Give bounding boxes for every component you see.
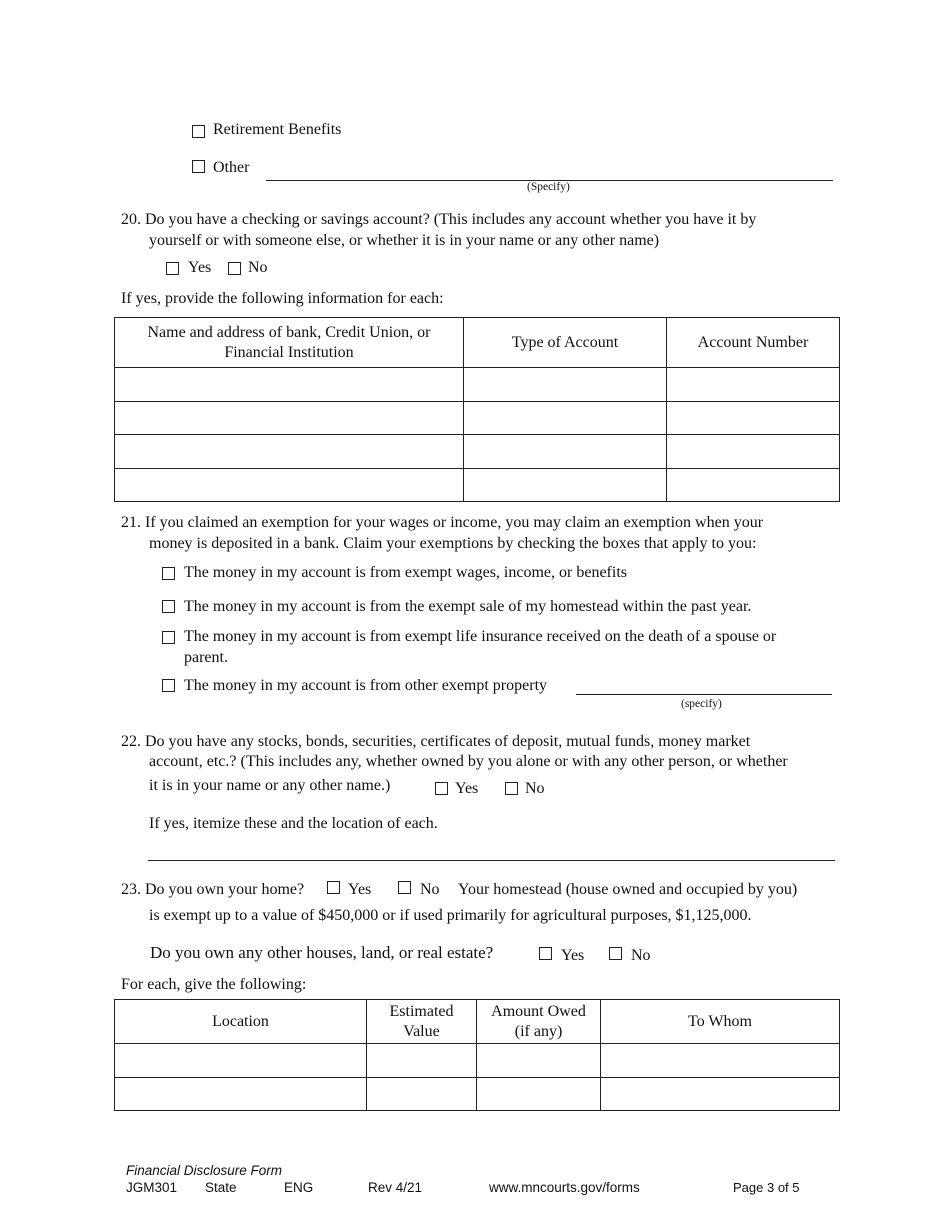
homestead-text: Your homestead (house owned and occupied by you) xyxy=(458,881,798,898)
exempt-homestead-label: The money in my account is from the exempt sale of my homestead within the past year. xyxy=(184,598,752,615)
q22-question-line3: it is in your name or any other name.) xyxy=(149,777,391,794)
q20-no-label: No xyxy=(248,259,268,276)
account-type-header: Type of Account xyxy=(464,318,667,368)
footer-page-number: Page 3 of 5 xyxy=(733,1180,800,1195)
location-header: Location xyxy=(115,1000,367,1044)
account-number-header: Account Number xyxy=(667,318,840,368)
q22-instruction: If yes, itemize these and the location of each. xyxy=(149,815,438,832)
q23-question: 23. Do you own your home? xyxy=(121,881,305,898)
table-row xyxy=(115,435,840,469)
q23-yes-label: Yes xyxy=(348,881,372,898)
exempt-life-insurance-label: The money in my account is from exempt life insurance received on the death of a spouse or xyxy=(184,628,777,645)
retirement-benefits-label: Retirement Benefits xyxy=(213,121,342,138)
other-real-estate-yes-label: Yes xyxy=(561,947,585,964)
table-row xyxy=(115,469,840,502)
exempt-other-property-checkbox[interactable] xyxy=(162,679,175,692)
amount-owed-header: Amount Owed (if any) xyxy=(477,1000,601,1044)
other-checkbox[interactable] xyxy=(192,160,205,173)
exempt-wages-label: The money in my account is from exempt wages, income, or benefits xyxy=(184,564,627,581)
exempt-life-insurance-continuation: parent. xyxy=(184,649,228,666)
q22-no-checkbox[interactable] xyxy=(505,782,518,795)
other-property-specify-line[interactable] xyxy=(576,694,832,695)
q21-question-line2: money is deposited in a bank. Claim your exemptions by checking the boxes that apply to you: xyxy=(149,535,757,552)
specify-caption: (specify) xyxy=(681,698,722,710)
q20-question-line1: 20. Do you have a checking or savings account? (This includes any account whether you have it by xyxy=(121,211,757,228)
exempt-other-property-label: The money in my account is from other exempt property xyxy=(184,677,548,694)
q20-yes-checkbox[interactable] xyxy=(166,262,179,275)
estimated-value-header: Estimated Value xyxy=(367,1000,477,1044)
q22-question-line1: 22. Do you have any stocks, bonds, securities, certificates of deposit, mutual funds, money market xyxy=(121,733,751,750)
footer-website: www.mncourts.gov/forms xyxy=(489,1180,640,1195)
bank-accounts-table xyxy=(114,317,840,502)
bank-name-header: Name and address of bank, Credit Union, or Financial Institution xyxy=(115,318,464,368)
q20-yes-label: Yes xyxy=(188,259,212,276)
to-whom-header: To Whom xyxy=(601,1000,840,1044)
q23-yes-checkbox[interactable] xyxy=(327,881,340,894)
table-row xyxy=(115,368,840,402)
q20-question-line2: yourself or with someone else, or whether it is in your name or any other name) xyxy=(149,232,660,249)
real-estate-table xyxy=(114,999,840,1111)
q22-itemize-line[interactable] xyxy=(148,860,835,861)
q20-no-checkbox[interactable] xyxy=(228,262,241,275)
other-real-estate-no-label: No xyxy=(631,947,651,964)
exempt-wages-checkbox[interactable] xyxy=(162,567,175,580)
footer-revision: Rev 4/21 xyxy=(368,1180,423,1195)
footer-form-name: Financial Disclosure Form xyxy=(126,1163,283,1178)
q23-line2: is exempt up to a value of $450,000 or if used primarily for agricultural purposes, $1,125,000. xyxy=(149,907,752,924)
table-row xyxy=(115,1078,840,1111)
footer-jurisdiction: State xyxy=(205,1180,237,1195)
q23-no-checkbox[interactable] xyxy=(398,881,411,894)
table-row xyxy=(115,1044,840,1078)
q21-question-line1: 21. If you claimed an exemption for your wages or income, you may claim an exemption when your xyxy=(121,514,764,531)
table-row xyxy=(115,402,840,435)
q23-instruction: For each, give the following: xyxy=(121,976,307,993)
exempt-homestead-checkbox[interactable] xyxy=(162,600,175,613)
q22-yes-label: Yes xyxy=(455,780,479,797)
other-real-estate-question: Do you own any other houses, land, or real estate? xyxy=(150,943,494,962)
q22-question-line2: account, etc.? (This includes any, whether owned by you alone or with any other person, or whether xyxy=(149,753,788,770)
other-real-estate-yes-checkbox[interactable] xyxy=(539,947,552,960)
q23-no-label: No xyxy=(420,881,440,898)
specify-caption: (Specify) xyxy=(527,181,570,193)
exempt-life-insurance-checkbox[interactable] xyxy=(162,631,175,644)
retirement-benefits-checkbox[interactable] xyxy=(192,125,205,138)
q22-no-label: No xyxy=(525,780,545,797)
q20-instruction: If yes, provide the following information for each: xyxy=(121,290,444,307)
q22-yes-checkbox[interactable] xyxy=(435,782,448,795)
footer-language: ENG xyxy=(284,1180,314,1195)
other-label: Other xyxy=(213,159,250,176)
other-real-estate-no-checkbox[interactable] xyxy=(609,947,622,960)
footer-form-code: JGM301 xyxy=(126,1180,178,1195)
